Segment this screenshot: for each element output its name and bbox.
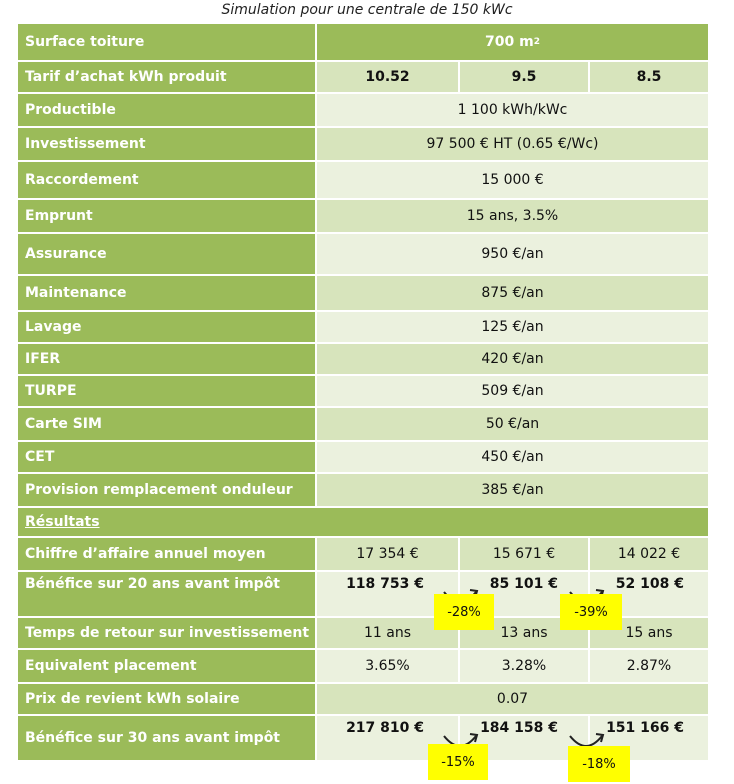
benef20-value-1: 118 753 € — [317, 572, 458, 616]
retour-value-2: 13 ans — [460, 618, 588, 648]
tarif-value-2: 9.5 — [460, 62, 588, 92]
maintenance-value: 875 €/an — [317, 276, 708, 310]
surface-value-text: 700 m — [485, 34, 534, 50]
benef30-value-3: 151 166 € — [590, 716, 708, 760]
ifer-value: 420 €/an — [317, 344, 708, 374]
benef30-delta-badge-1: -15% — [428, 744, 488, 780]
emprunt-value: 15 ans, 3.5% — [317, 200, 708, 232]
row-label-investissement: Investissement — [18, 128, 315, 160]
row-label-surface: Surface toiture — [18, 24, 315, 60]
ca-value-1: 17 354 € — [317, 538, 458, 570]
row-label-raccordement: Raccordement — [18, 162, 315, 198]
row-label-assurance: Assurance — [18, 234, 315, 274]
benef30-value-2: 184 158 € — [460, 716, 588, 760]
surface-superscript: 2 — [533, 37, 540, 47]
row-label-provision: Provision remplacement onduleur — [18, 474, 315, 506]
row-label-benefice-30: Bénéfice sur 30 ans avant impôt — [18, 716, 315, 760]
row-label-emprunt: Emprunt — [18, 200, 315, 232]
placement-value-1: 3.65% — [317, 650, 458, 682]
placement-value-2: 3.28% — [460, 650, 588, 682]
benef20-value-2: 85 101 € — [460, 572, 588, 616]
table-caption: Simulation pour une centrale de 150 kWc — [221, 2, 513, 18]
benef20-delta-badge-2: -39% — [560, 594, 622, 630]
surface-value — [317, 24, 708, 60]
row-label-cet: CET — [18, 442, 315, 472]
resultats-label: Résultats — [25, 514, 100, 530]
row-label-turpe: TURPE — [18, 376, 315, 406]
retour-value-3: 15 ans — [590, 618, 708, 648]
revient-value: 0.07 — [317, 684, 708, 714]
benef20-delta-badge-1: -28% — [434, 594, 494, 630]
row-label-temps-retour: Temps de retour sur investissement — [18, 618, 315, 648]
row-label-carte-sim: Carte SIM — [18, 408, 315, 440]
ca-value-2: 15 671 € — [460, 538, 588, 570]
resultats-header — [18, 508, 708, 536]
row-label-ifer: IFER — [18, 344, 315, 374]
benef30-value-1: 217 810 € — [317, 716, 458, 760]
investissement-value: 97 500 € HT (0.65 €/Wc) — [317, 128, 708, 160]
assurance-value: 950 €/an — [317, 234, 708, 274]
row-label-benefice-20: Bénéfice sur 20 ans avant impôt — [18, 572, 315, 616]
row-label-productible: Productible — [18, 94, 315, 126]
carte-sim-value: 50 €/an — [317, 408, 708, 440]
row-label-lavage: Lavage — [18, 312, 315, 342]
retour-value-1: 11 ans — [317, 618, 458, 648]
turpe-value: 509 €/an — [317, 376, 708, 406]
ca-value-3: 14 022 € — [590, 538, 708, 570]
row-label-maintenance: Maintenance — [18, 276, 315, 310]
benef30-delta-badge-2: -18% — [568, 746, 630, 782]
productible-value: 1 100 kWh/kWc — [317, 94, 708, 126]
raccordement-value: 15 000 € — [317, 162, 708, 198]
tarif-value-3: 8.5 — [590, 62, 708, 92]
row-label-prix-revient: Prix de revient kWh solaire — [18, 684, 315, 714]
row-label-chiffre-affaire: Chiffre d’affaire annuel moyen — [18, 538, 315, 570]
benef20-value-3: 52 108 € — [590, 572, 708, 616]
row-label-equivalent-placement: Equivalent placement — [18, 650, 315, 682]
cet-value: 450 €/an — [317, 442, 708, 472]
placement-value-3: 2.87% — [590, 650, 708, 682]
provision-value: 385 €/an — [317, 474, 708, 506]
row-label-tarif: Tarif d’achat kWh produit — [18, 62, 315, 92]
tarif-value-1: 10.52 — [317, 62, 458, 92]
lavage-value: 125 €/an — [317, 312, 708, 342]
